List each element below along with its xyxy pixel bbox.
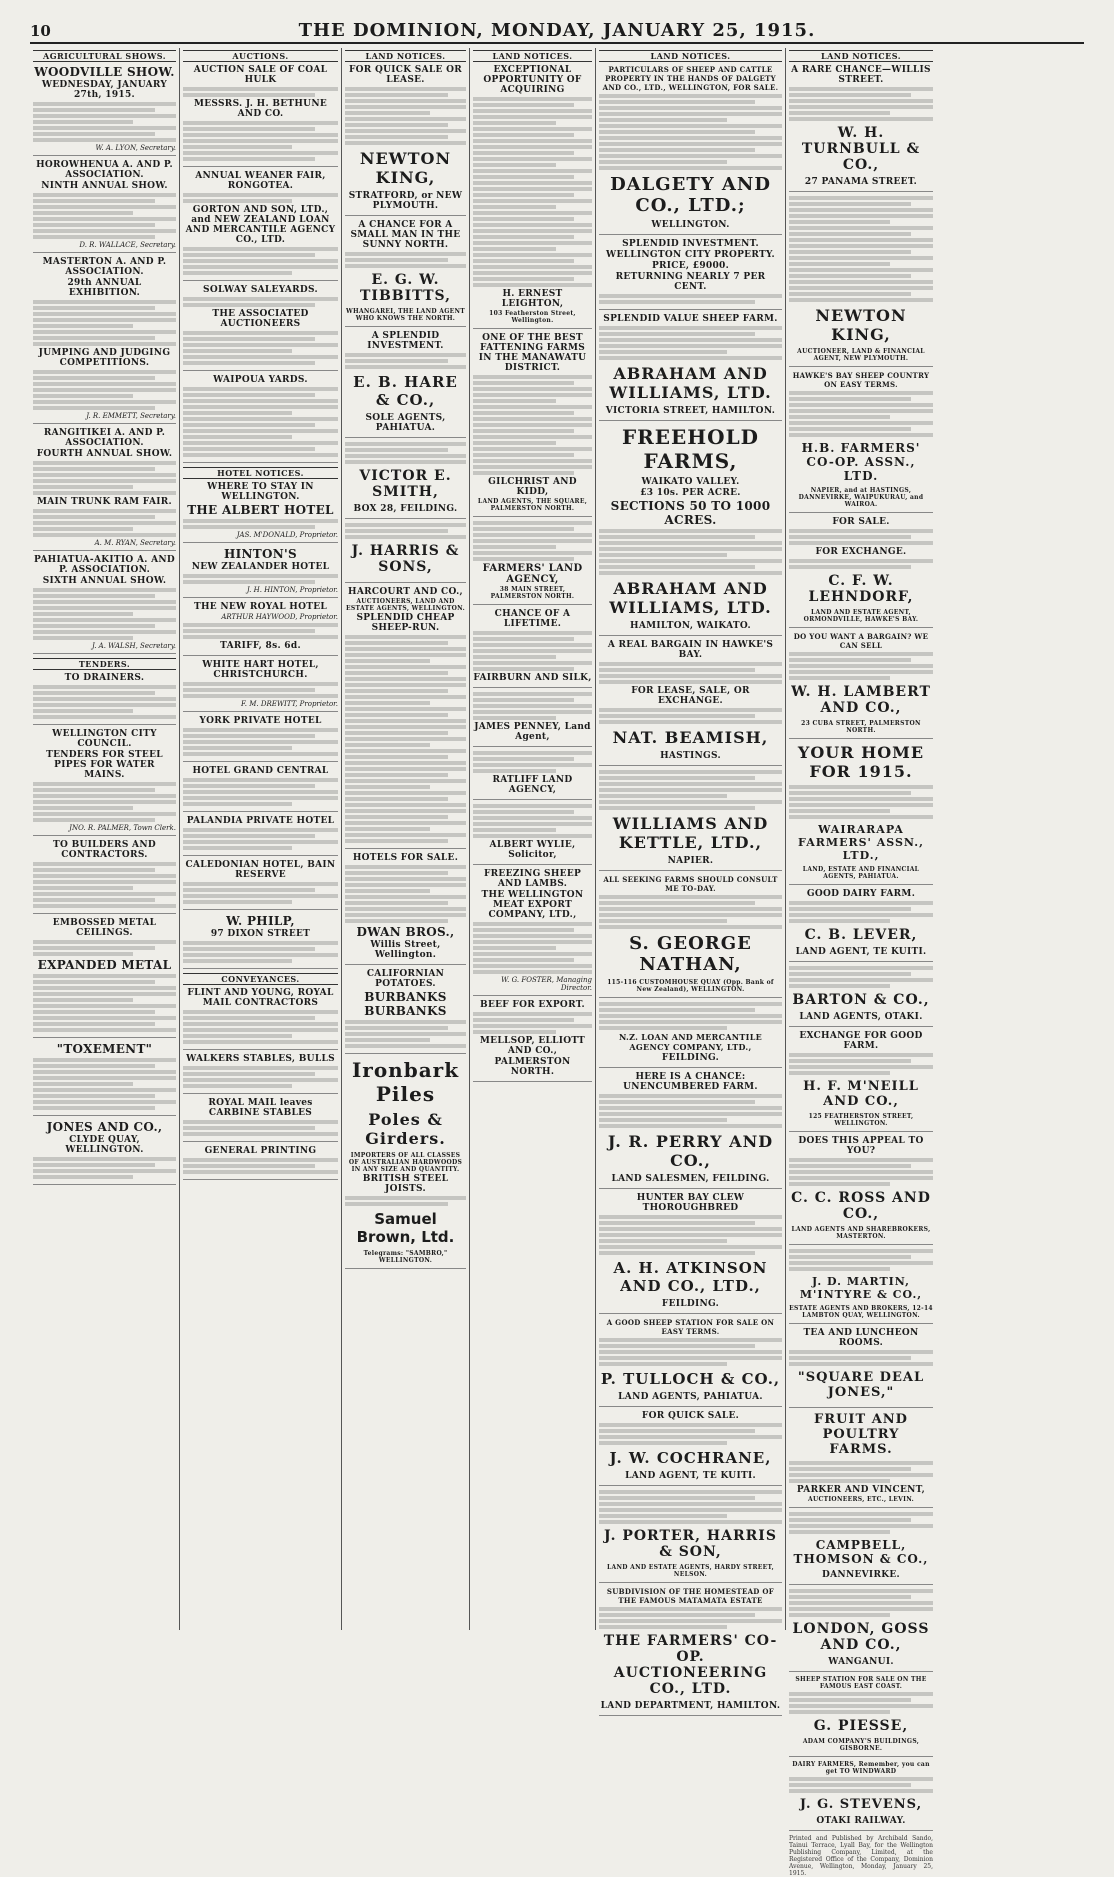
ad-heading: THE NEW ROYAL HOTEL: [193, 602, 328, 612]
ad-address: OTAKI RAILWAY.: [816, 1816, 906, 1826]
ad-logo: CAMPBELL, THOMSON & CO.,: [793, 1538, 929, 1566]
ad-harris: [345, 523, 466, 583]
ad-address: ADAM COMPANY'S BUILDINGS, GISBORNE.: [802, 1738, 920, 1752]
ad-address: LAND AND ESTATE AGENT, ORMONDVILLE, HAWKE'S BAY.: [803, 609, 919, 623]
ad-signature: J. R. EMMETT, Secretary.: [86, 412, 176, 420]
ad-atkinson: [599, 1193, 782, 1314]
ad-newton-king-2: [789, 196, 933, 367]
ad-heading: BEEF FOR EXPORT.: [480, 1000, 585, 1010]
ad-signature: JAS. M'DONALD, Proprietor.: [236, 531, 338, 539]
ad-heading: WHITE HART HOTEL, CHRISTCHURCH.: [202, 660, 319, 680]
ad-address: WANGANUI.: [828, 1657, 894, 1667]
ad-heading: SPLENDID INVESTMENT.: [622, 239, 759, 249]
ad-heading: HOTEL GRAND CENTRAL: [192, 766, 329, 776]
ad-address: AUCTIONEERS, LAND AND ESTATE AGENTS, WELLINGTON.: [346, 598, 465, 612]
ad-abraham-1: [599, 314, 782, 421]
column-5: [596, 48, 786, 1711]
column-3: [342, 48, 470, 1630]
ad-logo: C. F. W. LEHNDORF,: [808, 573, 914, 605]
ad-potatoes: [345, 969, 466, 1054]
ad-heading: ONE OF THE BEST FATTENING FARMS IN THE MANAWATU DISTRICT.: [478, 333, 587, 373]
ad-address: HASTINGS.: [660, 751, 721, 761]
ad-subheading: THE WELLINGTON MEAT EXPORT COMPANY, LTD.,: [481, 890, 584, 920]
ad-farmers-coop: [599, 1587, 782, 1716]
ad-chance: [473, 609, 592, 688]
ad-subheading: SIXTH ANNUAL SHOW.: [42, 576, 167, 586]
ad-subheading: GORTON AND SON, LTD., and NEW ZEALAND LOAN AND MERCANTILE AGENCY CO., LTD.: [185, 205, 336, 245]
ad-albert: [183, 482, 338, 543]
ad-logo: C. C. ROSS AND CO.,: [791, 1190, 931, 1222]
ad-address: DANNEVIRKE.: [822, 1570, 900, 1580]
ad-signature: D. R. WALLACE, Secretary.: [79, 241, 176, 249]
ad-address: 103 Featherston Street, Wellington.: [489, 310, 576, 324]
ad-lever: [789, 889, 933, 962]
column-2: [180, 48, 342, 1630]
column-1: [30, 48, 180, 1630]
ad-harcourt: [345, 587, 466, 849]
ad-logo: FRUIT AND POULTRY FARMS.: [814, 1412, 908, 1457]
ad-heading: SUBDIVISION OF THE HOMESTEAD OF THE FAMOUS MATAMATA ESTATE: [606, 1587, 775, 1605]
ad-logo: J. W. COCHRANE,: [609, 1449, 772, 1467]
ad-city-property: [599, 239, 782, 310]
ad-heading: TEA AND LUNCHEON ROOMS.: [803, 1328, 919, 1348]
ad-address: LAND AGENTS, PAHIATUA.: [618, 1392, 763, 1402]
ad-walkers: [183, 1054, 338, 1094]
ad-logo: WILLIAMS AND KETTLE, LTD.,: [612, 814, 769, 852]
ad-subheading: FOR LEASE, SALE, OR EXCHANGE.: [631, 686, 750, 706]
ad-heading: GILCHRIST AND KIDD,: [488, 477, 577, 497]
ad-address: SOLE AGENTS, PAHIATUA.: [365, 413, 446, 433]
ad-address: FEILDING.: [661, 1299, 720, 1309]
ad-heading: EMBOSSED METAL CEILINGS.: [52, 918, 157, 938]
ad-address: ESTATE AGENTS AND BROKERS, 12-14 LAMBTON QUAY, WELLINGTON.: [789, 1305, 933, 1319]
ad-heading: "TOXEMENT": [56, 1042, 153, 1056]
ad-logo: Poles & Girders.: [365, 1110, 446, 1148]
ad-turnbull: [789, 65, 933, 192]
ad-caledonian: [183, 860, 338, 910]
ad-freehold-farms: [599, 425, 782, 636]
ad-barton: [789, 966, 933, 1027]
ad-heading: FOR SALE.: [832, 517, 890, 527]
ad-heading: FLINT AND YOUNG, ROYAL MAIL CONTRACTORS: [187, 988, 334, 1008]
ad-address: LAND AGENT, TE KUITI.: [795, 947, 927, 957]
ad-subheading: TENDERS FOR STEEL PIPES FOR WATER MAINS.: [46, 750, 163, 780]
ad-subheading: WELLINGTON CITY PROPERTY.: [606, 250, 775, 260]
ad-heading: MELLSOP, ELLIOTT AND CO.,: [479, 1036, 586, 1056]
ad-heading: N.Z. LOAN AND MERCANTILE AGENCY COMPANY, LTD.,: [618, 1032, 763, 1052]
ad-address: LAND AGENTS, THE SQUARE, PALMERSTON NORTH.: [477, 498, 588, 512]
ad-flint: [183, 988, 338, 1050]
ad-perry: [599, 1072, 782, 1189]
ad-logo: THE FARMERS' CO-OP. AUCTIONEERING CO., LTD.: [603, 1633, 778, 1697]
ad-address: FEILDING.: [661, 1053, 720, 1063]
ad-subheading: 29th ANNUAL EXHIBITION.: [67, 278, 142, 298]
ad-address: LAND AGENTS, OTAKI.: [799, 1012, 923, 1022]
ad-heading: TO BUILDERS AND CONTRACTORS.: [53, 840, 156, 860]
ad-logo: NAT. BEAMISH,: [612, 728, 769, 747]
ad-heading: HOTELS FOR SALE.: [352, 853, 459, 863]
ad-penney: [473, 692, 592, 747]
ad-subheading: MESSRS. J. H. BETHUNE AND CO.: [193, 99, 328, 119]
ad-heading: ROYAL MAIL leaves CARBINE STABLES: [208, 1098, 313, 1118]
ad-logo: Samuel Brown, Ltd.: [356, 1210, 455, 1246]
ad-subheading: IMPORTERS OF ALL CLASSES OF AUSTRALIAN HARDWOODS IN ANY SIZE AND QUANTITY.: [348, 1152, 463, 1173]
ad-subheading: SECTIONS 50 TO 1000 ACRES.: [610, 499, 771, 527]
ad-farmers-land: [473, 521, 592, 605]
ad-address: LAND SALESMEN, FEILDING.: [611, 1174, 770, 1184]
ad-lehndorf: [789, 517, 933, 628]
ad-subheading: WAIKATO VALLEY.: [641, 477, 740, 487]
section-heading: LAND NOTICES.: [599, 50, 782, 62]
ad-subheading: NEW ZEALANDER HOTEL: [191, 562, 330, 572]
ad-heading: PARTICULARS OF SHEEP AND CATTLE PROPERTY IN THE HANDS OF DALGETY AND CO., LTD., WELLINGTON, FOR SALE.: [602, 65, 779, 92]
ad-address: 97 DIXON STREET: [210, 929, 311, 939]
ad-logo: E. G. W. TIBBITTS,: [359, 272, 451, 304]
ad-logo: H.B. FARMERS' CO-OP. ASSN., LTD.: [801, 441, 921, 483]
ad-subheading: NINTH ANNUAL SHOW.: [41, 181, 168, 191]
masthead: [30, 20, 1084, 44]
ad-royal: [183, 602, 338, 656]
ad-heading: JAMES PENNEY, Land Agent,: [474, 722, 591, 742]
ad-signature: W. G. FOSTER, Managing Director.: [501, 976, 592, 992]
ad-porter: [599, 1490, 782, 1583]
ad-heading: WHERE TO STAY IN WELLINGTON.: [207, 482, 314, 502]
ad-heading: SPLENDID VALUE SHEEP FARM.: [603, 314, 778, 324]
ad-heading: W. PHILP,: [226, 914, 295, 928]
ad-logo: "SQUARE DEAL JONES,": [797, 1370, 925, 1400]
ad-address: CLYDE QUAY, WELLINGTON.: [65, 1135, 144, 1155]
section-heading: AUCTIONS.: [183, 50, 338, 62]
ad-solway: [183, 285, 338, 371]
ad-heading: YORK PRIVATE HOTEL: [199, 716, 322, 726]
ad-heading: MASTERTON A. AND P. ASSOCIATION.: [42, 257, 167, 277]
ad-subheading: BRITISH STEEL JOISTS.: [362, 1174, 449, 1194]
ad-leighton: [473, 65, 592, 329]
ad-builders: [33, 840, 176, 914]
ad-heading: HUNTER BAY CLEW THOROUGHBRED: [636, 1193, 745, 1213]
ad-heading: HERE IS A CHANCE: UNENCUMBERED FARM.: [623, 1072, 758, 1092]
ad-address: 115-116 CUSTOMHOUSE QUAY (Opp. Bank of New Zealand), WELLINGTON.: [607, 979, 774, 993]
ad-subheading: JUMPING AND JUDGING COMPETITIONS.: [38, 348, 171, 368]
ad-tulloch: [599, 1318, 782, 1407]
ad-heading: FOR QUICK SALE OR LEASE.: [348, 65, 463, 85]
ad-heading: ALL SEEKING FARMS SHOULD CONSULT ME TO-DAY.: [603, 875, 778, 893]
ad-signature: J. H. HINTON, Proprietor.: [246, 586, 338, 594]
ad-logo: E. B. HARE & CO.,: [353, 373, 458, 409]
ad-hotels-sale: [345, 853, 466, 965]
ad-signature: A. M. RYAN, Secretary.: [94, 539, 176, 547]
ad-heading: ALBERT WYLIE, Solicitor,: [489, 840, 576, 860]
ad-rangitikei: [33, 428, 176, 551]
ad-subheading: SPLENDID CHEAP SHEEP-RUN.: [356, 613, 455, 633]
ad-heading: A CHANCE FOR A SMALL MAN IN THE SUNNY NORTH.: [350, 220, 461, 250]
ad-your-home: [789, 743, 933, 885]
section-heading: CONVEYANCES.: [183, 973, 338, 985]
ad-heading: SHEEP STATION FOR SALE ON THE FAMOUS EAST COAST.: [795, 1676, 927, 1690]
ad-subheading: THE ASSOCIATED AUCTIONEERS: [212, 309, 309, 329]
ad-heading: DWAN BROS.,: [356, 925, 455, 939]
ad-philp: [183, 914, 338, 969]
ad-logo: W. H. LAMBERT AND CO.,: [791, 684, 931, 716]
ad-address: 27 PANAMA STREET.: [804, 177, 918, 187]
ad-address: NAPIER, and at HASTINGS, DANNEVIRKE, WAIPUKURAU, and WAIROA.: [798, 487, 924, 508]
ad-address: BOX 28, FEILDING.: [353, 504, 458, 514]
ad-heading: AUCTION SALE OF COAL HULK: [193, 65, 328, 85]
ad-logo: WAIRARAPA FARMERS' ASSN., LTD.,: [798, 823, 924, 862]
ad-address: WHANGAREI, THE LAND AGENT WHO KNOWS THE NORTH.: [345, 308, 466, 322]
ad-address: VICTORIA STREET, HAMILTON.: [605, 406, 776, 416]
ad-heading: PAHIATUA-AKITIO A. AND P. ASSOCIATION.: [33, 555, 176, 575]
ad-logo: J. PORTER, HARRIS & SON,: [604, 1528, 777, 1560]
ad-toxement: [33, 1042, 176, 1116]
ad-heading: BURBANKS BURBANKS: [364, 990, 447, 1018]
ad-address: 125 FEATHERSTON STREET, WELLINGTON.: [808, 1113, 914, 1127]
section-heading: LAND NOTICES.: [345, 50, 466, 62]
ad-subheading: RETURNING NEARLY 7 PER CENT.: [615, 272, 766, 292]
ad-signature: F. M. DREWITT, Proprietor.: [241, 700, 338, 708]
ad-nathan: [599, 875, 782, 998]
ad-subheading: PRICE, £9000.: [651, 261, 730, 271]
ad-subheading: £3 10s. PER ACRE.: [640, 488, 741, 498]
ad-tibbitts: [345, 220, 466, 327]
ad-beef: [473, 1000, 592, 1082]
ad-address: 38 MAIN STREET, PALMERSTON NORTH.: [490, 586, 575, 600]
ad-logo: C. B. LEVER,: [804, 927, 918, 943]
ad-masterton: [33, 257, 176, 424]
ad-logo: ABRAHAM AND WILLIAMS, LTD.: [609, 579, 772, 617]
ad-heading: EXCHANGE FOR GOOD FARM.: [799, 1031, 923, 1051]
ad-heading: CHANCE OF A LIFETIME.: [494, 609, 571, 629]
ad-heading: EXCEPTIONAL OPPORTUNITY OF ACQUIRING: [483, 65, 582, 95]
ad-logo: BARTON & CO.,: [792, 992, 930, 1008]
ad-logo: FREEHOLD FARMS,: [621, 425, 760, 473]
ad-address: LAND, ESTATE AND FINANCIAL AGENTS, PAHIATUA.: [802, 866, 920, 880]
ad-white-hart: [183, 660, 338, 712]
ad-piesse: [789, 1676, 933, 1757]
ad-horowhenua: [33, 160, 176, 253]
ad-jones: [33, 1120, 176, 1185]
ad-logo: YOUR HOME FOR 1915.: [797, 743, 925, 781]
ad-address: LAND AGENTS AND SHAREBROKERS, MASTERTON.: [791, 1226, 931, 1240]
ad-address: LAND AND ESTATE AGENTS, HARDY STREET, NELSON.: [607, 1564, 774, 1578]
ad-heading: H. ERNEST LEIGHTON,: [501, 289, 564, 309]
ad-address: NAPIER.: [667, 856, 714, 866]
ad-heading: HARCOURT AND CO.,: [348, 587, 463, 597]
ad-heading: TO DRAINERS.: [64, 673, 145, 683]
ad-fruit: [789, 1412, 933, 1508]
ad-heading: SOLWAY SALEYARDS.: [203, 285, 318, 295]
ad-logo: ABRAHAM AND WILLIAMS, LTD.: [609, 364, 772, 402]
ad-heading: WAIPOUA YARDS.: [213, 375, 308, 385]
ad-address: AUCTIONEERS, ETC., LEVIN.: [808, 1496, 914, 1503]
ad-hare: [345, 331, 466, 438]
ad-logo: G. PIESSE,: [813, 1718, 909, 1734]
ad-heading: GOOD DAIRY FARM.: [806, 889, 916, 899]
section-heading: TENDERS.: [33, 658, 176, 670]
ad-logo: VICTOR E. SMITH,: [359, 468, 452, 500]
ad-newton-king-1: [345, 65, 466, 216]
ad-heading: WOODVILLE SHOW.: [34, 65, 175, 79]
newspaper-title: THE DOMINION, MONDAY, JANUARY 25, 1915.: [298, 20, 816, 41]
ad-heading: A REAL BARGAIN IN HAWKE'S BAY.: [607, 640, 774, 660]
ad-smith: [345, 442, 466, 519]
ad-heading: WELLINGTON CITY COUNCIL.: [52, 729, 157, 749]
ad-wcc: [33, 729, 176, 836]
ad-heading: A GOOD SHEEP STATION FOR SALE ON EASY TERMS.: [606, 1318, 775, 1336]
section-heading: AGRICULTURAL SHOWS.: [33, 50, 176, 62]
ad-address: Telegrams: "SAMBRO," WELLINGTON.: [363, 1250, 448, 1264]
ad-palandia: [183, 816, 338, 856]
ad-logo: J. R. PERRY AND CO.,: [607, 1132, 774, 1170]
ad-heading: EXPANDED METAL: [37, 958, 172, 972]
ad-mcneill: [789, 1031, 933, 1132]
ad-heading: GENERAL PRINTING: [204, 1146, 317, 1156]
ad-address: AUCTIONEER, LAND & FINANCIAL AGENT, NEW PLYMOUTH.: [797, 348, 925, 362]
ad-nzloan: [599, 1002, 782, 1068]
ad-woodville: [33, 65, 176, 156]
ad-royal-mail: [183, 1098, 338, 1142]
section-heading: LAND NOTICES.: [789, 50, 933, 62]
ad-waipoua: [183, 375, 338, 463]
ad-ross: [789, 1136, 933, 1245]
ad-logo: W. H. TURNBULL & CO.,: [801, 125, 921, 173]
ad-dalgety: [599, 65, 782, 235]
ad-heading: THE ALBERT HOTEL: [187, 503, 334, 517]
ad-heading: FAIRBURN AND SILK,: [473, 673, 592, 683]
ad-gilchrist: [473, 333, 592, 517]
ad-address: PALMERSTON NORTH.: [494, 1057, 571, 1077]
ad-heading: PARKER AND VINCENT,: [796, 1485, 926, 1495]
ad-heading: A RARE CHANCE—WILLIS STREET.: [791, 65, 931, 85]
ad-heading: FOR QUICK SALE.: [641, 1411, 740, 1421]
ad-signature: W. A. LYON, Secretary.: [95, 144, 176, 152]
ad-signature: J. A. WALSH, Secretary.: [91, 642, 176, 650]
ad-logo: J. D. MARTIN, M'INTYRE & CO.,: [799, 1275, 923, 1301]
ad-cochrane: [599, 1411, 782, 1486]
ad-address: WELLINGTON.: [651, 220, 730, 230]
ad-general: [183, 1146, 338, 1180]
ad-heading: RANGITIKEI A. AND P. ASSOCIATION.: [43, 428, 166, 448]
column-4: [470, 48, 596, 1630]
ad-logo: A. H. ATKINSON AND CO., LTD.,: [613, 1259, 768, 1295]
ad-subheading: FOURTH ANNUAL SHOW.: [36, 449, 173, 459]
ad-logo: NEWTON KING,: [815, 306, 907, 344]
ad-heading: WALKERS STABLES, BULLS: [186, 1054, 335, 1064]
ad-address: 23 CUBA STREET, PALMERSTON NORTH.: [801, 720, 921, 734]
ad-logo: S. GEORGE NATHAN,: [629, 933, 752, 975]
ad-wylie: [473, 804, 592, 865]
ad-coal-hulk: [183, 65, 338, 167]
ad-address: Willis Street, Wellington.: [370, 940, 441, 960]
ad-heading: FARMERS' LAND AGENCY,: [482, 563, 583, 585]
ad-heading: HINTON'S: [223, 547, 297, 561]
ad-logo: NEWTON KING,: [359, 149, 452, 187]
section-heading: LAND NOTICES.: [473, 50, 592, 62]
ad-embossed: [33, 918, 176, 1038]
ad-pahiatua: [33, 555, 176, 654]
ad-hb-farmers: [789, 371, 933, 513]
ad-heading: CALIFORNIAN POTATOES.: [366, 969, 445, 989]
ad-heading: DO YOU WANT A BARGAIN? WE CAN SELL: [793, 632, 929, 650]
ad-london-goss: [789, 1589, 933, 1672]
columns: [30, 48, 1084, 1877]
ad-heading: FREEZING SHEEP AND LAMBS.: [483, 869, 582, 889]
ad-address: LAND DEPARTMENT, HAMILTON.: [600, 1701, 781, 1711]
ad-logo: LONDON, GOSS AND CO.,: [792, 1621, 930, 1653]
ad-address: STRATFORD, or NEW PLYMOUTH.: [348, 191, 463, 211]
section-heading: HOTEL NOTICES.: [183, 467, 338, 479]
ad-logo: P. TULLOCH & CO.,: [600, 1370, 781, 1388]
ad-signature: JNO. R. PALMER, Town Clerk.: [69, 824, 176, 832]
ad-subheading: TARIFF, 8s. 6d.: [220, 641, 301, 651]
ad-logo: Ironbark Piles: [351, 1058, 460, 1106]
ad-weaner: [183, 171, 338, 281]
ad-ratliff: [473, 751, 592, 800]
ad-heading: HAWKE'S BAY SHEEP COUNTRY ON EASY TERMS.: [792, 371, 930, 389]
ad-subheading: FOR EXCHANGE.: [815, 547, 907, 557]
ad-signature: ARTHUR HAYWOOD, Proprietor.: [221, 613, 338, 621]
ad-heading: JONES AND CO.,: [46, 1120, 163, 1134]
ad-logo: J. G. STEVENS,: [799, 1797, 923, 1812]
ad-stevens: [789, 1761, 933, 1831]
ad-heading: DAIRY FARMERS, Remember, you can get TO WINDWARD: [792, 1761, 930, 1775]
ad-campbell: [789, 1512, 933, 1585]
ad-address: HAMILTON, WAIKATO.: [630, 621, 751, 631]
imprint: Printed and Published by Archibald Sando, Tainui Terrace, Lyall Bay, for the Wellington Publishing Company, Limited, at the Registered Office of the Company, Dominion Avenue, Wellington, Monday, January 25, 1915.: [789, 1835, 933, 1877]
ad-heading: HOROWHENUA A. AND P. ASSOCIATION.: [36, 160, 173, 180]
ad-grand: [183, 766, 338, 812]
ad-williams-kettle: [599, 770, 782, 871]
ad-subheading: WEDNESDAY, JANUARY 27th, 1915.: [41, 80, 168, 100]
ad-samuel-brown: [345, 1058, 466, 1269]
ad-logo: H. F. M'NEILL AND CO.,: [803, 1079, 919, 1109]
ad-subheading: MAIN TRUNK RAM FAIR.: [37, 497, 172, 507]
ad-drainers: [33, 673, 176, 725]
ad-heading: PALANDIA PRIVATE HOTEL: [186, 816, 335, 826]
column-6: [786, 48, 936, 1877]
ad-heading: DOES THIS APPEAL TO YOU?: [798, 1136, 924, 1156]
ad-logo: DALGETY AND CO., LTD.;: [610, 174, 771, 216]
ad-meat-export: [473, 869, 592, 996]
ad-heading: RATLIFF LAND AGENCY,: [492, 775, 573, 795]
ad-address: LAND AGENT, TE KUITI.: [625, 1471, 756, 1481]
ad-logo: J. HARRIS & SONS,: [351, 543, 460, 575]
ad-square-deal: [789, 1328, 933, 1408]
page-number: 10: [30, 22, 51, 40]
ad-hintons: [183, 547, 338, 598]
ad-mcintyre: [789, 1249, 933, 1324]
ad-beamish: [599, 640, 782, 766]
ad-heading: CALEDONIAN HOTEL, BAIN RESERVE: [185, 860, 336, 880]
ad-heading: A SPLENDID INVESTMENT.: [367, 331, 444, 351]
ad-heading: ANNUAL WEANER FAIR, RONGOTEA.: [195, 171, 326, 191]
ad-lambert: [789, 632, 933, 739]
ad-york: [183, 716, 338, 762]
